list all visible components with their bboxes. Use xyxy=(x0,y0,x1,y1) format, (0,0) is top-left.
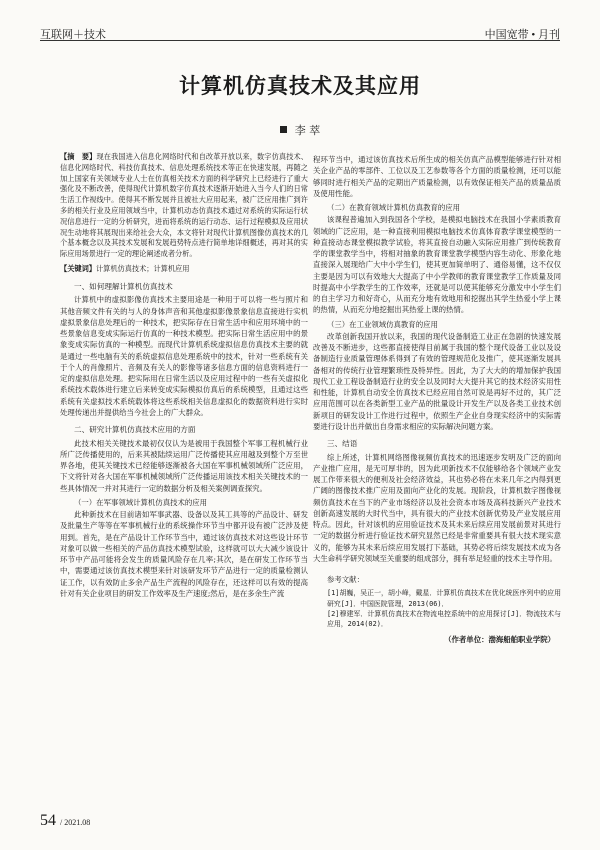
keywords-label: 【关键词】 xyxy=(60,263,96,273)
subsection-3-heading: （三）在工业领域仿真教育的应用 xyxy=(327,319,438,329)
reference-item: [2]穆建军．计算机仿真技术在物流电控系统中的应用探讨[J]．物流技术与应用，2014(02)． xyxy=(327,610,561,629)
page-number: 54 xyxy=(40,812,56,829)
author-affiliation: （作者单位：渤海船舶职业学院） xyxy=(444,634,555,644)
article-title: 计算机仿真技术及其应用 xyxy=(179,74,421,98)
abstract-text: 现在我国进入信息化网络时代和自改革开放以来，数字仿真技术、信息化网络时代、科技仿真技术、信息处理系统技术等正在快速发展，再随之加上国家有关领域专业人士在仿真相关技术方面的科学研究上已经进行了重大强化及不断改善，使得现代计算机数字仿真技术逐渐开始进入当今人们的日常生活工作视线中。使得其不断发展并且被社大应用起来，被广泛应用推广到许多的相关行业及应用领域当中，计算机动态仿真技术通过对系统的实际运行状况信息进行一定的分析研究，进而将系统的运行动态、运行过程模拟及应用状况生动地将其展现出来给社会大众，本文将针对现代计算机图像仿真技术的几个基本概念以及其技术发展和发展趋势特点进行简单地详细概述，再对其的实际应用场景进行一定的理论阐述成者分析。 xyxy=(60,152,308,259)
square-bullet-icon xyxy=(280,126,287,133)
keywords xyxy=(60,264,308,275)
page-footer xyxy=(40,812,90,830)
right-column xyxy=(313,154,561,645)
section-1-heading: 一、如何理解计算机仿真技术 xyxy=(74,281,173,291)
references-heading: 参考文献： xyxy=(327,575,364,585)
issue-date: / 2021.08 xyxy=(60,818,91,827)
subsection-2-heading: （二）在教育领域计算机仿真教育的应用 xyxy=(327,203,461,212)
section-2-paragraph: 此技术相关关键技术最初仅仅认为是被用于我国整个军事工程机械行业所广泛传播使用的，后来其被陆续运用广泛传播使其应用越及到整个万至世界各地，使其关键技术已经能够逐渐被各大国在军事机械领域所广泛应用，下文将针对各大国在军事机械领域所广泛传播运用该技术相关关键技术的一些具体情况一并对其进行一定的数据分析及相关案例调查探究。 xyxy=(60,438,308,493)
page-header xyxy=(40,22,560,42)
abstract xyxy=(60,152,308,260)
author-name: 李 萃 xyxy=(294,124,321,137)
subsection-2-paragraph: 该课程普遍加入到我国各个学校，是模拟电脑技术在我国小学素质教育领域的广泛应用，是一种直接利用模拟电脑技术仿真体育教学课堂模型的一种直接动态课堂模拟教学试验，将其直接自动融入实际应用推广到传统教育学的课堂教学当中，将相对抽象的教育课堂教学模型内容生动化、形象化地直接深入展现给广大中小学生们，使其更加简单明了、通俗易懂，这不仅仅主要是因为可以有效地大大提高了中小学教师的教育课堂教学工作质量及同时提高中小学教学生的工作效率，还就是可以使其能够充分激发中小学生们的自主学习力和好奇心，从而充分地有效地用和挖掘出其学生热爱小学上课的热情，从而充分地挖掘出其热爱上课的热情。 xyxy=(313,215,561,315)
continued-paragraph: 程环节当中，通过该仿真技术后所生成的相关仿真产品模型能够进行针对相关企业产品的零部件、工位以及工艺参数等各个方面的质量检测，还可以能够同时进行相关产品的定期出产质量检测，以有效保证相关产品的质量品质及使用性能。 xyxy=(313,155,561,198)
header-section-label: 互联网＋技术 xyxy=(40,29,106,41)
section-1-paragraph: 计算机中的虚拟影像仿真技术主要用途是一种用于可以将一些与照片和其他音频文件有关的与人的身体声音和其他虚拟影像景象信息直接进行实机虚拟景象信息处理后的一种技术，把实际存在日常生活中和应用环境中的一些景象信息变成实际运行仿真的一种技术模型。把实际日常生活应用中的景象变成实际仿真的一种模型。而现代计算机系统虚拟信息仿真技术主要的就是通过一些电脑有关的系统虚拟信息处理系统中的技术，针对一些系统有关于个人的肖像照片、音频及有关人的影像等诸多信息方面的信息资料进行一定的虚拟信息处理。把实际用在日常生活以及应用过程中的一些有关虚拟化系统技术载体进行建立后来转变成实际模拟仿真后的系统模型，且通过这些系统有关虚拟技术系统载体将这些系统相关信息虚拟化的数据资料进行实时处理传递出并提供给当今社会上的广大群众。 xyxy=(60,295,308,417)
header-divider xyxy=(40,40,560,41)
section-3-heading: 三、结语 xyxy=(327,439,358,448)
section-2-heading: 二、研究计算机仿真技术应用的方面 xyxy=(74,425,196,435)
keywords-text: 计算机仿真技术；计算机应用 xyxy=(95,263,190,273)
subsection-1-heading: （一）在军事领域计算机仿真技术的应用 xyxy=(74,497,208,507)
header-journal-name: 中国宽带 • 月刊 xyxy=(484,29,560,41)
subsection-3-paragraph: 改革创新我国开放以来，我国的现代设备制造工业正在急剧的快速发展改善及不断进步，这些都直接使得目前属于我国的整个现代设备工业以及设备制造行业质量管理体系得到了有效的管理规范化及推广，使其逐渐发展具备相对的传统行业管理繁琐性及特异性。因此，为了大大的的增加保护我国现代工业工程设备制造行业的安全以及同时大大提升其它的技术经济实用性和性能，计算机自动安全仿真技术已经应用自然可说是再好不过的，其广泛应用范围可以在各类新型工业产品的批量设计开发生产以及各类工业技术创新项目的研发设计工作进行过程中，依照生产企业自身现实经济中的实际需要进行设计出并做出自身需求相应的实际解决问题方案。 xyxy=(313,331,561,431)
section-3-paragraph: 综上所述，计算机网络图像视频仿真技术的迅速逐步发明及广泛的面向产业推广应用，是无可厚非的，因为此项新技术不仅能够给各个领域产业发展工作带来很大的便利及社会经济效益，其也势必将在未来几年之内得到更广阔的图像技术推广应用及面向产业化的发展。现阶段，计算机数字图像视频仿真技术在当下的产业市场经济以及社会资本市场及高科技新兴产业技术创新高速发展的大时代当中，具有很大的产业技术创新优势及产业发展应用特点。因此，针对该机的应用验证技术及其未来后续应用发展前景对其进行一定的数据分析进行验证技术研究显然已经是非常重要具有很大技术现实意义的，能够为其未来后续应用发展打下基础，其势必将后续发展技术成为各大生命科学研究领域至关重要的组成部分，拥有举足轻重的技术主导作用。 xyxy=(313,452,561,563)
subsection-1-paragraph: 此种新技术在目前诸如军事武器、设备以及其工具等的产品设计、研发及批量生产等等在军事机械行业的系统操作环节当中都开设有被广泛涉及使用到。首先，是在产品设计工作环节当中，通过该仿真技术对这些设计环节对象可以做一些相关的产品仿真技术模型试验，这样就可以大大减少该设计环节中产品可能将会发生的质量风险存在几率;其次，是在研发工作环节当中，需要通过该仿真技术模型来针对该研发环节产品进行一定的质量检测认证工作，以有效防止多余产品生产流程的风险存在，还这样可以有效的提高针对有关企业项目的研发工作效率及生产速度;然后，是在多余生产流 xyxy=(60,510,308,598)
reference-item: [1]胡巍，吴正一，胡小峰，戴星．计算机仿真技术在优化统医序列中的应用研究[J]．中国医院管理，2013(06)． xyxy=(327,589,561,608)
abstract-label: 【摘 要】 xyxy=(60,152,97,161)
author-line xyxy=(0,122,600,138)
left-column xyxy=(60,152,308,599)
